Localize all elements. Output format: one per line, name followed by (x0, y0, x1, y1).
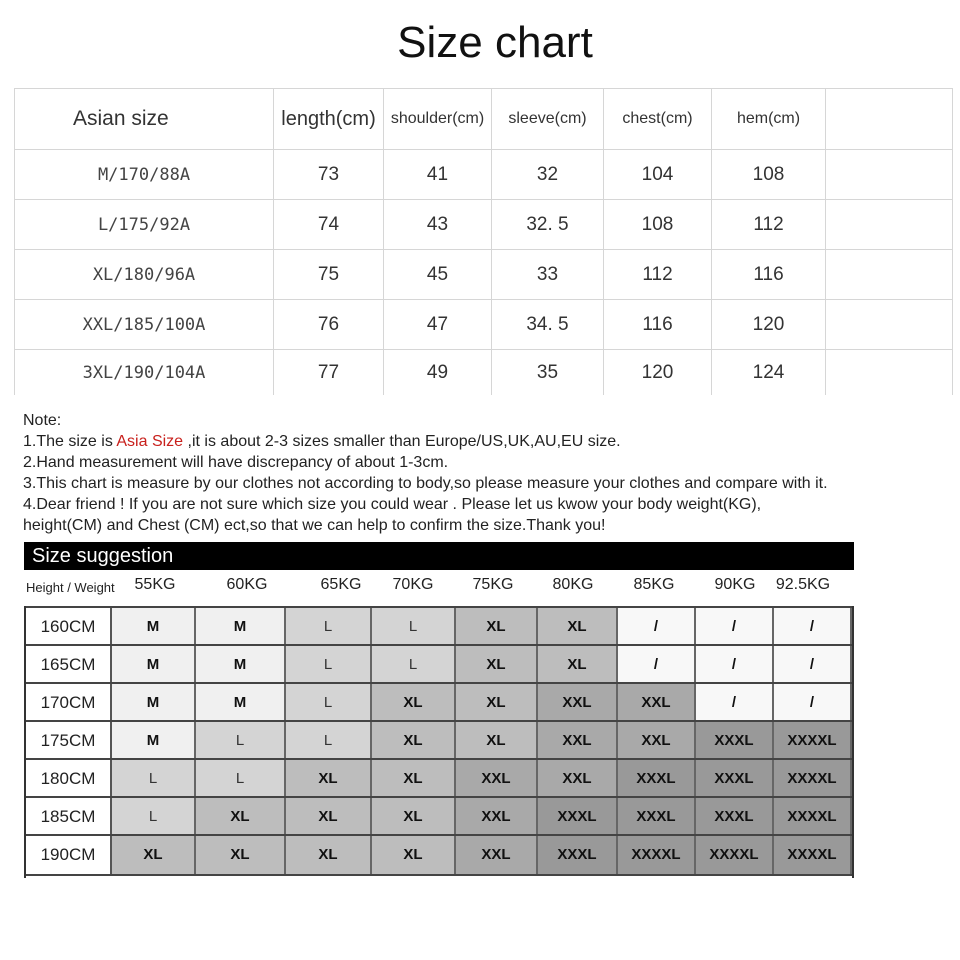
cell-chest: 116 (604, 300, 712, 350)
size-suggestion-cell: M (196, 608, 286, 646)
cell-shoulder: 43 (384, 200, 492, 250)
size-suggestion-cell: M (112, 608, 196, 646)
cell-hem: 108 (712, 150, 826, 200)
suggestion-row (26, 834, 852, 876)
size-suggestion-grid (24, 606, 854, 878)
size-suggestion-cell: / (774, 646, 852, 684)
weight-label: 55KG (134, 576, 176, 593)
size-suggestion-cell: XXXL (696, 760, 774, 798)
size-suggestion-cell: XL (456, 608, 538, 646)
size-suggestion-cell: XXXL (618, 798, 696, 836)
header-length: length(cm) (274, 89, 384, 150)
height-label: 170CM (26, 684, 112, 722)
cell-sleeve: 35 (492, 350, 604, 396)
weight-label: 90KG (714, 576, 756, 593)
cell-shoulder: 41 (384, 150, 492, 200)
cell-empty (826, 300, 953, 350)
size-suggestion-cell: / (774, 684, 852, 722)
size-suggestion-cell: XL (372, 798, 456, 836)
size-suggestion-cell: XL (286, 836, 372, 874)
cell-chest: 108 (604, 200, 712, 250)
size-suggestion-cell: XXXL (696, 798, 774, 836)
suggestion-row (26, 758, 852, 798)
size-suggestion-title: Size suggestion (24, 542, 854, 570)
size-suggestion-cell: M (196, 646, 286, 684)
size-suggestion-cell: XL (456, 646, 538, 684)
size-suggestion-cell: / (774, 608, 852, 646)
cell-asian-size: M/170/88A (15, 150, 274, 200)
cell-length: 76 (274, 300, 384, 350)
cell-sleeve: 34. 5 (492, 300, 604, 350)
cell-hem: 116 (712, 250, 826, 300)
cell-empty (826, 350, 953, 396)
table-row (15, 300, 953, 350)
table-row (15, 350, 953, 396)
notes (23, 410, 953, 536)
size-suggestion-cell: XL (196, 836, 286, 874)
cell-chest: 120 (604, 350, 712, 396)
size-suggestion-cell: XXXXL (696, 836, 774, 874)
height-label: 185CM (26, 798, 112, 836)
cell-hem: 120 (712, 300, 826, 350)
size-suggestion-cell: XL (286, 798, 372, 836)
note-1-highlight: Asia Size (116, 433, 184, 450)
size-suggestion-cell: XL (456, 684, 538, 722)
weight-label: 80KG (552, 576, 594, 593)
size-suggestion-cell: L (286, 608, 372, 646)
size-suggestion-cell: XXL (456, 798, 538, 836)
size-suggestion-cell: L (196, 760, 286, 798)
weight-label: 75KG (472, 576, 514, 593)
size-suggestion-cell: L (112, 798, 196, 836)
size-suggestion-cell: XXL (618, 684, 696, 722)
size-suggestion-cell: XXL (456, 836, 538, 874)
height-label: 175CM (26, 722, 112, 760)
cell-empty (826, 150, 953, 200)
size-suggestion-cell: XL (372, 836, 456, 874)
suggestion-row (26, 682, 852, 722)
height-label: 190CM (26, 836, 112, 874)
cell-hem: 124 (712, 350, 826, 396)
size-suggestion-cell: XXXL (696, 722, 774, 760)
note-line-1 (23, 431, 953, 452)
header-sleeve: sleeve(cm) (492, 89, 604, 150)
cell-asian-size: XL/180/96A (15, 250, 274, 300)
size-table-header (15, 89, 953, 150)
size-suggestion-cell: XXL (618, 722, 696, 760)
size-suggestion-cell: L (372, 646, 456, 684)
size-suggestion-cell: XL (112, 836, 196, 874)
size-suggestion-cell: XXL (456, 760, 538, 798)
cell-empty (826, 250, 953, 300)
page-title: Size chart (397, 18, 593, 67)
note-line-2: 2.Hand measurement will have discrepancy of about 1-3cm. (23, 454, 449, 471)
cell-chest: 112 (604, 250, 712, 300)
weight-label: 70KG (392, 576, 434, 593)
cell-asian-size: XXL/185/100A (15, 300, 274, 350)
table-row (15, 150, 953, 200)
size-suggestion-cell: XL (372, 684, 456, 722)
height-label: 180CM (26, 760, 112, 798)
size-suggestion-cell: XXL (538, 722, 618, 760)
height-label: 165CM (26, 646, 112, 684)
weight-label: 85KG (633, 576, 675, 593)
size-suggestion-header (24, 570, 854, 606)
size-suggestion-cell: XXXL (538, 836, 618, 874)
size-suggestion-cell: XXL (538, 760, 618, 798)
cell-shoulder: 47 (384, 300, 492, 350)
header-shoulder: shoulder(cm) (384, 89, 492, 150)
size-suggestion-cell: XL (456, 722, 538, 760)
height-label: 160CM (26, 608, 112, 646)
header-empty (826, 89, 953, 150)
size-suggestion-cell: XL (538, 608, 618, 646)
weight-label: 65KG (320, 576, 362, 593)
cell-length: 73 (274, 150, 384, 200)
size-suggestion-cell: L (196, 722, 286, 760)
size-suggestion-cell: XL (538, 646, 618, 684)
cell-length: 77 (274, 350, 384, 396)
size-suggestion-cell: M (112, 722, 196, 760)
table-row (15, 250, 953, 300)
header-asian-size: Asian size (15, 89, 274, 150)
cell-empty (826, 200, 953, 250)
cell-asian-size: 3XL/190/104A (15, 350, 274, 396)
size-suggestion-cell: / (696, 684, 774, 722)
cell-sleeve: 33 (492, 250, 604, 300)
note-line-5: height(CM) and Chest (CM) ect,so that we can help to confirm the size.Thank you! (23, 517, 606, 534)
cell-hem: 112 (712, 200, 826, 250)
cell-shoulder: 45 (384, 250, 492, 300)
size-suggestion-cell: XXXXL (774, 836, 852, 874)
cell-sleeve: 32. 5 (492, 200, 604, 250)
size-table (14, 88, 953, 395)
size-suggestion-cell: / (618, 608, 696, 646)
table-row (15, 200, 953, 250)
header-chest: chest(cm) (604, 89, 712, 150)
size-suggestion-cell: L (372, 608, 456, 646)
size-suggestion-cell: M (112, 684, 196, 722)
height-weight-label: Height / Weight (26, 580, 115, 595)
cell-length: 74 (274, 200, 384, 250)
note-line-4: 4.Dear friend ! If you are not sure which size you could wear . Please let us kwow your body weight(KG), (23, 496, 762, 513)
note-1-prefix: 1.The size is (23, 433, 117, 450)
size-suggestion-cell: XXXXL (774, 760, 852, 798)
weight-label: 60KG (226, 576, 268, 593)
size-suggestion-cell: L (286, 722, 372, 760)
size-suggestion-cell: M (196, 684, 286, 722)
size-suggestion-cell: XXXXL (618, 836, 696, 874)
note-1-suffix: ,it is about 2-3 sizes smaller than Europe/US,UK,AU,EU size. (183, 433, 621, 450)
cell-asian-size: L/175/92A (15, 200, 274, 250)
size-suggestion-cell: / (696, 646, 774, 684)
cell-chest: 104 (604, 150, 712, 200)
suggestion-row (26, 644, 852, 684)
size-suggestion-cell: M (112, 646, 196, 684)
size-suggestion-cell: XL (372, 760, 456, 798)
size-suggestion-cell: / (618, 646, 696, 684)
suggestion-row (26, 796, 852, 836)
note-line-3: 3.This chart is measure by our clothes not according to body,so please measure your clothes and compare with it. (23, 475, 828, 492)
size-suggestion-cell: XL (286, 760, 372, 798)
size-suggestion-cell: L (112, 760, 196, 798)
weight-label: 92.5KG (775, 576, 831, 593)
suggestion-row (26, 606, 852, 646)
cell-sleeve: 32 (492, 150, 604, 200)
size-suggestion-cell: XXL (538, 684, 618, 722)
notes-heading: Note: (23, 412, 62, 429)
size-suggestion-cell: XXXXL (774, 798, 852, 836)
size-suggestion-cell: XXXL (618, 760, 696, 798)
size-suggestion-cell: L (286, 684, 372, 722)
suggestion-row (26, 720, 852, 760)
size-suggestion-cell: XXXL (538, 798, 618, 836)
size-suggestion-cell: XL (372, 722, 456, 760)
cell-shoulder: 49 (384, 350, 492, 396)
size-suggestion-cell: L (286, 646, 372, 684)
size-suggestion-cell: XXXXL (774, 722, 852, 760)
header-hem: hem(cm) (712, 89, 826, 150)
size-suggestion-cell: / (696, 608, 774, 646)
size-suggestion-cell: XL (196, 798, 286, 836)
cell-length: 75 (274, 250, 384, 300)
